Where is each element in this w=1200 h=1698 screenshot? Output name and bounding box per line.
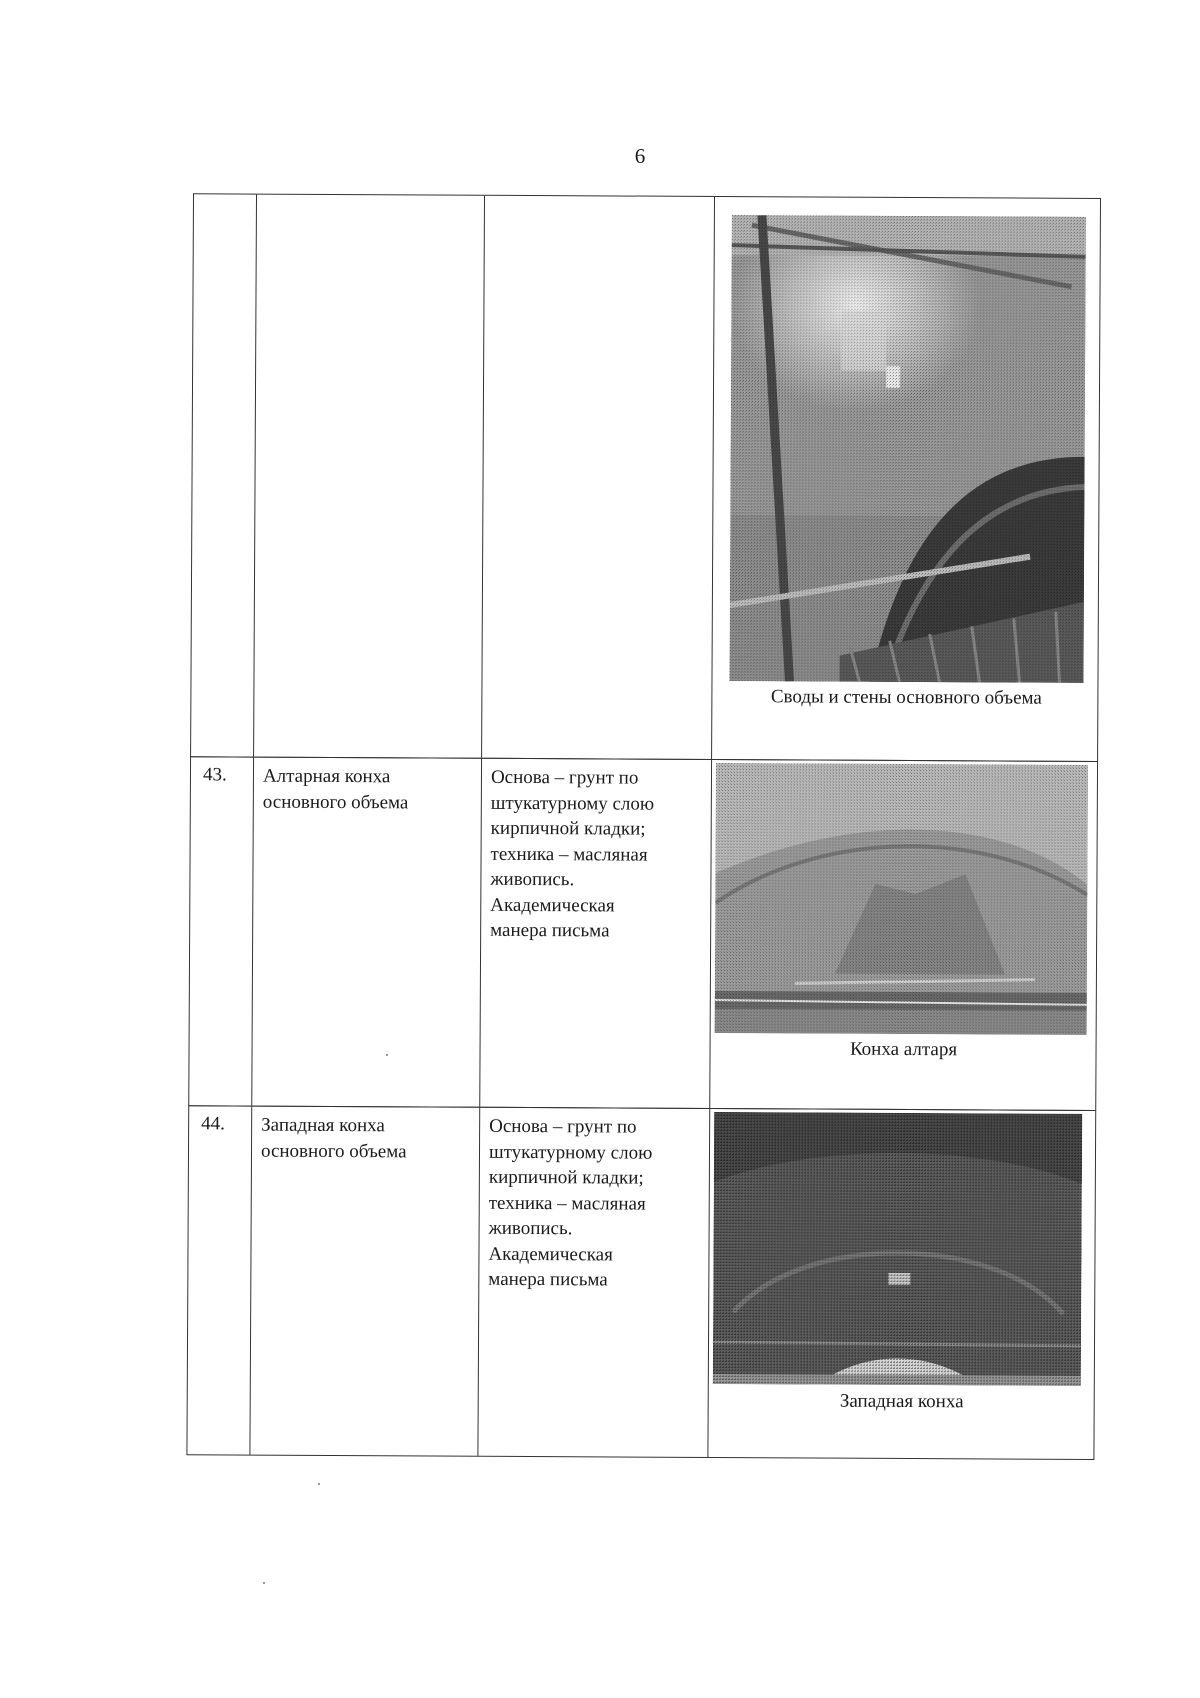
row-number: 44.: [201, 1113, 225, 1135]
photo-caption: Западная конха: [839, 1390, 964, 1413]
west-conch-photo: [713, 1112, 1082, 1386]
vault-photo: [729, 215, 1085, 683]
scan-speck: [318, 1483, 320, 1485]
photo-caption: Конха алтаря: [849, 1038, 958, 1061]
element-description: Основа – грунт по штукатурному слою кирпичной кладки; техника – масляная живопись. Академическая манера письма: [488, 1115, 653, 1291]
element-name: Западная конха основного объема: [260, 1114, 407, 1162]
element-name: Алтарная конха основного объема: [262, 765, 409, 813]
scan-speck: [386, 1054, 388, 1056]
page-number: 6: [634, 144, 646, 168]
photo-caption: Своды и стены основного объема: [770, 686, 1042, 709]
altar-conch-photo: [715, 763, 1088, 1035]
table-row: [188, 756, 1098, 1111]
table-row: [190, 193, 1101, 762]
table-row: [186, 1105, 1096, 1460]
element-description: Основа – грунт по штукатурному слою кирпичной кладки; техника – масляная живопись. Академическая манера письма: [490, 766, 655, 942]
row-number: 43.: [202, 764, 227, 786]
scan-speck: [263, 1582, 265, 1584]
